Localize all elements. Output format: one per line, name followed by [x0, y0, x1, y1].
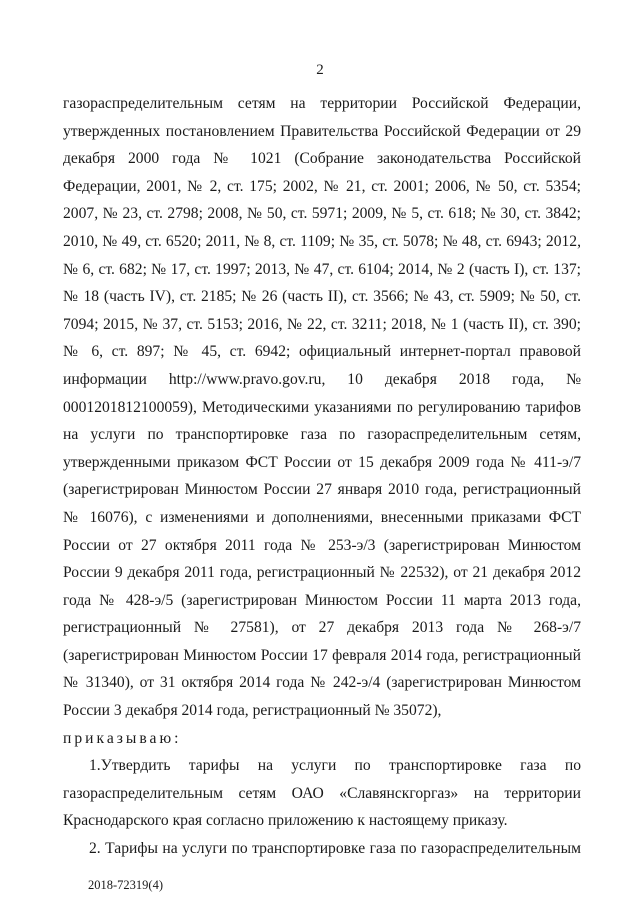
order-item-1: 1.Утвердить тарифы на услуги по транспортировке газа по газораспределительным сетям ОАО «Славянскгоргаз» на территории Краснодарского края согласно приложению к настоящему приказу. [63, 757, 581, 830]
paragraph-legal-basis: газораспределительным сетям на территории Российской Федерации, утвержденных постановлением Правительства Российской Федерации от 29 декабря 2000 года № 1021 (Собрание законодательства Российской Федерации, 2001, № 2, ст. 175; 2002, № 21, ст. 2001; 2006, № 50, ст. 5354; 2007, № 23, ст. 2798; 2008, № 50, ст. 5971; 2009, № 5, ст. 618; № 30, ст. 3842; 2010, № 49, ст. 6520; 2011, № 8, ст. 1109; № 35, ст. 5078; № 48, ст. 6943; 2012, № 6, ст. 682; № 17, ст. 1997; 2013, № 47, ст. 6104; 2014, № 2 (часть I), ст. 137; № 18 (часть IV), ст. 2185; № 26 (часть II), ст. 3566; № 43, ст. 5909; № 50, ст. 7094; 2015, № 37, ст. 5153; 2016, № 22, ст. 3211; 2018, № 1 (часть II), ст. 390; № 6, ст. 897; № 45, ст. 6942; официальный интернет-портал правовой информации http://www.pravo.gov.ru, 10 декабря 2018 года, № 0001201812100059), Методическими указаниями по регулированию тарифов на услуги по транспортировке газа по газораспределительным сетям, утвержденными приказом ФСТ России от 15 декабря 2009 года № 411-э/7 (зарегистрирован Минюстом России 27 января 2010 года, регистрационный № 16076), с изменениями и дополнениями, внесенными приказами ФСТ России от 27 октября 2011 года № 253-э/3 (зарегистрирован Минюстом России 9 декабря 2011 года, регистрационный № 22532), от 21 декабря 2012 года № 428-э/5 (зарегистрирован Минюстом России 11 марта 2013 года, регистрационный № 27581), от 27 декабря 2013 года № 268-э/7 (зарегистрирован Минюстом России 17 февраля 2014 года, регистрационный № 31340), от 31 октября 2014 года № 242-э/4 (зарегистрирован Минюстом России 3 декабря 2014 года, регистрационный № 35072), [63, 95, 581, 720]
order-word: приказываю: [63, 729, 182, 747]
document-footer-code: 2018-72319(4) [88, 878, 163, 892]
page-number: 2 [316, 62, 324, 78]
order-item-2: 2. Тарифы на услуги по транспортировке газа по газораспределительным [89, 840, 581, 858]
document-body [63, 90, 581, 863]
